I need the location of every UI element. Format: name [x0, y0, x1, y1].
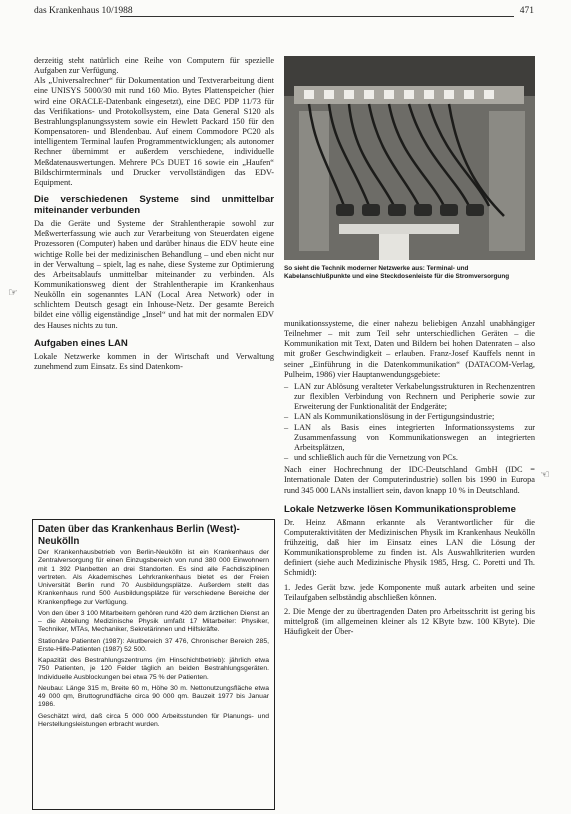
journal-title: das Krankenhaus 10/1988	[34, 6, 133, 16]
network-photo	[284, 56, 535, 260]
network-equipment-image	[284, 56, 535, 260]
info-box-paragraph: Geschätzt wird, daß circa 5 000 000 Arbeitsstunden für Planungs- und Herstellungsleistungen erbracht wurden.	[38, 712, 269, 728]
info-box-paragraph: Von den über 3 100 Mitarbeitern gehören rund 420 dem ärztlichen Dienst an – die Abteilung Medizinische Physik umfaßt 17 Mitarbeiter: Physiker, Techniker, MTAs, Mechaniker, Sekretärinnen und Hilfskräfte.	[38, 609, 269, 634]
info-box	[32, 519, 275, 810]
margin-mark-icon: ☜	[540, 469, 550, 481]
body-paragraph: Da die Geräte und Systeme der Strahlentherapie sowohl zur Meßwerterfassung wie auch zur Verarbeitung von Steuerdaten eigene Prozessoren (Computer) haben und darüber hinaus die EDV heute eine wichtige Rolle bei der medizinischen Behandlung – und eben nicht nur in der Verwaltung – spielt, lag es nahe, diese Systeme zur Optimierung des Arbeitsablaufs unmittelbar miteinander zu verbinden. Als Kommunikationsweg dient der Strahlentherapie im Krankenhaus Neukölln ein sogenanntes LAN (Local Area Network) oder in schlichtem Deutsch gesagt ein Inhouse-Netz. Der gesamte Bereich bildet eine völlig eigenständige „Insel“ und hat mit der normalen EDV des Hauses nichts zu tun.	[34, 219, 274, 330]
body-paragraph: Nach einer Hochrechnung der IDC-Deutschland GmbH (IDC = Internationale Daten der Computerindustrie) sollen bis 1990 in Europa rund 345 000 LANs installiert sein, davon knapp 10 % in Deutschland.	[284, 465, 535, 495]
list-item: – LAN als Basis eines integrierten Informationssystems zur Zusammenfassung von Kommunikationswegen an integrierten Arbeitsplätzen,	[284, 423, 535, 453]
intro-paragraph: derzeitig steht natürlich eine Reihe von Computern für spezielle Aufgaben zur Verfügung.	[34, 56, 274, 76]
numbered-item: 1. Jedes Gerät bzw. jede Komponente muß autark arbeiten und seine Teilaufgaben selbständig abschließen können.	[284, 582, 535, 602]
info-box-paragraph: Kapazität des Bestrahlungszentrums (im Hinschichtbetrieb): jährlich etwa 750 Patienten, je 120 Felder täglich an beiden Bestrahlungsgeräten. Individuelle Ausblockungen bei etwa 75 % der Patienten.	[38, 657, 269, 681]
list-item: – LAN zur Ablösung veralteter Verkabelungsstrukturen in Rechenzentren zur flexiblen Verbindung von Rechnern und Peripherie sowie zur Erweiterung der Funktionalität der Endgeräte;	[284, 382, 535, 412]
info-box-paragraph: Stationäre Patienten (1987): Akutbereich 37 476, Chronischer Bereich 285, Erste-Hilfe-Patienten (1987) 52 500.	[38, 637, 269, 653]
body-paragraph: munikationssysteme, die einer nahezu beliebigen Anzahl unabhängiger Teilnehmer – mit zum Teil sehr unterschiedlichen Geräten – die Kommunikation mit Text, Daten und Bildern bei hohen Datenraten – also mit großer Geschwindigkeit – erlauben. Franz-Josef Kauffels nennt in seiner „Einführung in die Datenkommunikation“ (DATACOM-Verlag, Pulheim, 1986) vier Hauptanwendungsgebiete:	[284, 319, 535, 379]
header-rule	[120, 16, 514, 17]
page-number: 471	[519, 6, 534, 16]
info-box-title: Daten über das Krankenhaus Berlin (West)-Neukölln	[38, 524, 240, 547]
info-box-paragraph: Der Krankenhausbetrieb von Berlin-Neukölln ist ein Krankenhaus der Zentralversorgung für einen Einzugsbereich von rund 380 000 Einwohnern mit 1 392 Planbetten an drei Standorten. Es sind alle Fachdisziplinen vertreten. Als Akademisches Lehrkrankenhaus bietet es der Freien Universität Berlin rund 70 Ausbildungsplätze. Außerdem stellt das Krankenhaus rund 500 Ausbildungsplätze für verschiedene Bereiche der Krankenpflege zur Verfügung.	[38, 549, 269, 606]
info-box-paragraph: Neubau: Länge 315 m, Breite 60 m, Höhe 30 m. Nettonutzungsfläche etwa 49 000 qm, Bruttogrundfläche circa 90 000 qm. Bauzeit 1977 bis Januar 1986.	[38, 684, 269, 709]
section-heading: Aufgaben eines LAN	[34, 337, 128, 349]
section-heading: Lokale Netzwerke lösen Kommunikationsprobleme	[284, 503, 516, 515]
body-paragraph: Dr. Heinz Aßmann erkannte als Verantwortlicher für die Computeraktivitäten der Medizinischen Physik im Krankenhaus Neukölln frühzeitig, daß hier im Einsatz eines LAN die Lösung der Kommunikationsprobleme zu finden ist. Als Auswahlkriterien wurden definiert (siehe auch Medizinische Physik 1985, Hrsg. C. Poretti und Th. Schmidt):	[284, 517, 535, 578]
photo-caption: So sieht die Technik moderner Netzwerke aus: Terminal- und Kabelanschlußpunkte und eine Steckdosenleiste für die Stromversorgung	[284, 265, 510, 280]
numbered-item: 2. Die Menge der zu übertragenden Daten pro Arbeitsschritt ist gering bis mittelgroß (im allgemeinen kleiner als 12 KByte bzw. 100 KByte). Die Häufigkeit der Über-	[284, 606, 535, 637]
intro-paragraph: Als „Universalrechner“ für Dokumentation und Textverarbeitung dient eine UNISYS 5000/30 mit rund 160 Mio. Bytes Plattenspeicher (hier wird eine ORACLE-Datenbank eingesetzt), eine DEC PDP 11/73 für das Verifikations- und Protokollsystem, eine Data General S120 als Bestrahlungsplanungssystem sowie ein Hewlett Packard 150 für den Kompensatoren- und Blendenbau. Auf einem Commodore PC20 als intelligentem Terminal laufen Programmentwicklungen; als autonomer Rechner übernimmt er außerdem verschiedene, individuelle Meßdatenauswertungen. Mehrere PCs DUET 16 sowie ein „Haufen“ Bildschirmterminals und Drucker vervollständigen das EDV-Equipment.	[34, 76, 274, 187]
list-item: – und schließlich auch für die Vernetzung von PCs.	[284, 453, 535, 463]
body-paragraph: Lokale Netzwerke kommen in der Wirtschaft und Verwaltung zunehmend zum Einsatz. Es sind Datenkom-	[34, 351, 274, 371]
right-column	[284, 319, 535, 637]
running-header	[34, 6, 534, 22]
margin-mark-icon: ☞	[8, 287, 18, 299]
application-list	[284, 382, 535, 463]
left-column	[34, 56, 274, 372]
list-item: – LAN als Kommunikationslösung in der Fertigungsindustrie;	[284, 412, 535, 422]
section-heading: Die verschiedenen Systeme sind unmittelbar miteinander verbunden	[34, 194, 274, 217]
